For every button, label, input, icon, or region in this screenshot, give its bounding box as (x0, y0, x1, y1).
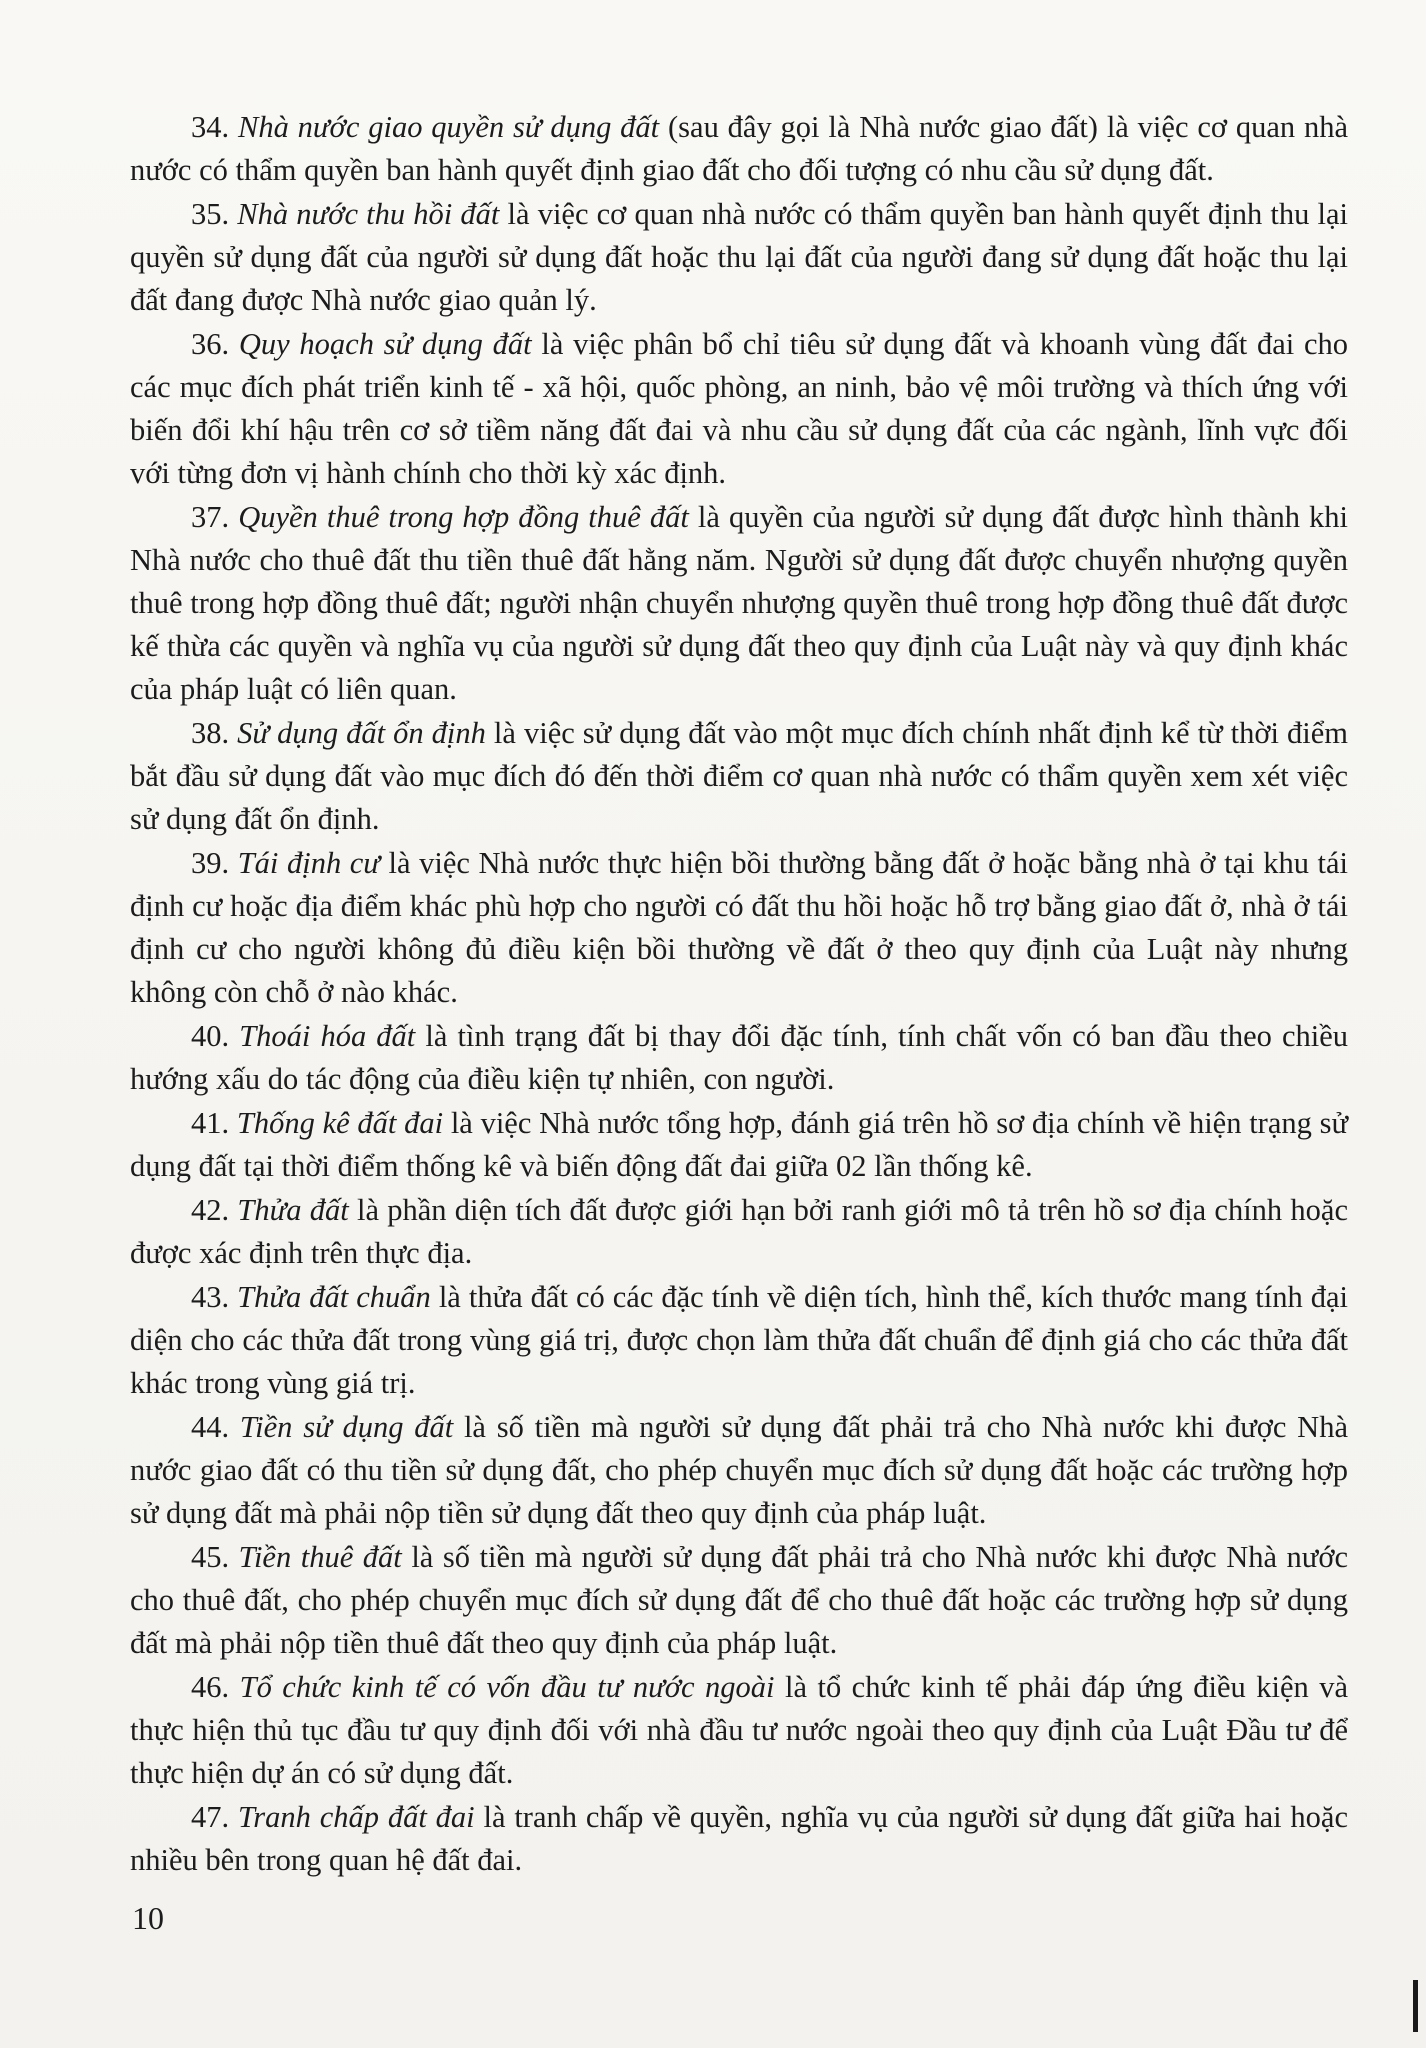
definition-text: là thửa đất có các đặc tính về diện tích, hình thể, kích thước mang tính đại diện cho các thửa đất trong vùng giá trị, được chọn làm thửa đất chuẩn để định giá cho các thửa đất khác trong vùng giá trị. (130, 1280, 1349, 1400)
scan-edge-mark (1413, 1980, 1418, 2032)
definition-term: Thửa đất chuẩn (237, 1280, 431, 1314)
definition-42 (130, 1189, 1348, 1275)
definition-term: Tiền sử dụng đất (239, 1410, 454, 1444)
definition-number: 45. (191, 1540, 239, 1574)
definition-47 (130, 1796, 1348, 1882)
definition-39 (130, 842, 1348, 1014)
definition-text: là tổ chức kinh tế phải đáp ứng điều kiện và thực hiện thủ tục đầu tư quy định đối với nhà đầu tư nước ngoài theo quy định của Luật Đầu tư để thực hiện dự án có sử dụng đất. (130, 1670, 1349, 1790)
definition-40 (130, 1015, 1348, 1101)
definition-45 (130, 1536, 1348, 1665)
page-number: 10 (132, 1900, 164, 1936)
definition-text: là tình trạng đất bị thay đổi đặc tính, tính chất vốn có ban đầu theo chiều hướng xấu do tác động của điều kiện tự nhiên, con người. (130, 1019, 1348, 1096)
definition-number: 42. (191, 1193, 238, 1227)
definition-text: là tranh chấp về quyền, nghĩa vụ của người sử dụng đất giữa hai hoặc nhiều bên trong quan hệ đất đai. (130, 1800, 1348, 1877)
definition-term: Nhà nước giao quyền sử dụng đất (237, 110, 660, 144)
definition-34 (130, 106, 1348, 192)
definition-46 (130, 1666, 1348, 1795)
definition-number: 35. (191, 197, 238, 231)
definition-number: 43. (191, 1280, 238, 1314)
definition-number: 47. (191, 1800, 238, 1834)
definition-text: là việc cơ quan nhà nước có thẩm quyền ban hành quyết định thu lại quyền sử dụng đất của người sử dụng đất hoặc thu lại đất của người đang sử dụng đất hoặc thu lại đất đang được Nhà nước giao quản lý. (130, 197, 1349, 317)
definition-term: Tranh chấp đất đai (237, 1800, 475, 1834)
definition-number: 34. (191, 110, 238, 144)
definition-term: Tổ chức kinh tế có vốn đầu tư nước ngoài (239, 1670, 775, 1704)
definition-text: (sau đây gọi là Nhà nước giao đất) là việc cơ quan nhà nước có thẩm quyền ban hành quyết định giao đất cho đối tượng có nhu cầu sử dụng đất. (130, 110, 1349, 187)
definition-35 (130, 193, 1348, 322)
definition-term: Nhà nước thu hồi đất (237, 197, 500, 231)
definition-text: là quyền của người sử dụng đất được hình thành khi Nhà nước cho thuê đất thu tiền thuê đất hằng năm. Người sử dụng đất được chuyển nhượng quyền thuê trong hợp đồng thuê đất; người nhận chuyển nhượng quyền thuê trong hợp đồng thuê đất được kế thừa các quyền và nghĩa vụ của người sử dụng đất theo quy định của Luật này và quy định khác của pháp luật có liên quan. (130, 500, 1348, 706)
definition-term: Quy hoạch sử dụng đất (238, 327, 532, 361)
definition-term: Thửa đất (237, 1193, 349, 1227)
definition-term: Thoái hóa đất (239, 1019, 416, 1053)
definition-text: là việc phân bổ chỉ tiêu sử dụng đất và khoanh vùng đất đai cho các mục đích phát triển kinh tế - xã hội, quốc phòng, an ninh, bảo vệ môi trường và thích ứng với biến đổi khí hậu trên cơ sở tiềm năng đất đai và nhu cầu sử dụng đất của các ngành, lĩnh vực đối với từng đơn vị hành chính cho thời kỳ xác định. (130, 327, 1348, 490)
definition-term: Thống kê đất đai (236, 1106, 444, 1140)
definition-number: 41. (191, 1106, 237, 1140)
definition-number: 39. (191, 846, 238, 880)
definition-text: là việc sử dụng đất vào một mục đích chính nhất định kể từ thời điểm bắt đầu sử dụng đất vào mục đích đó đến thời điểm cơ quan nhà nước có thẩm quyền xem xét việc sử dụng đất ổn định. (130, 716, 1348, 836)
definition-text: là số tiền mà người sử dụng đất phải trả cho Nhà nước khi được Nhà nước cho thuê đất, cho phép chuyển mục đích sử dụng đất để cho thuê đất hoặc các trường hợp sử dụng đất mà phải nộp tiền thuê đất theo quy định của pháp luật. (130, 1540, 1348, 1660)
definition-number: 46. (191, 1670, 240, 1704)
definition-44 (130, 1406, 1348, 1535)
definition-36 (130, 323, 1348, 495)
definition-number: 36. (191, 327, 239, 361)
definition-number: 37. (191, 500, 239, 534)
document-body (130, 106, 1348, 1883)
definition-37 (130, 496, 1348, 711)
definition-number: 44. (191, 1410, 240, 1444)
definition-text: là việc Nhà nước tổng hợp, đánh giá trên hồ sơ địa chính về hiện trạng sử dụng đất tại thời điểm thống kê và biến động đất đai giữa 02 lần thống kê. (130, 1106, 1349, 1183)
definition-term: Tái định cư (237, 846, 380, 880)
definition-41 (130, 1102, 1348, 1188)
definition-term: Tiền thuê đất (238, 1540, 402, 1574)
definition-number: 38. (191, 716, 238, 750)
definition-number: 40. (191, 1019, 240, 1053)
definition-text: là phần diện tích đất được giới hạn bởi ranh giới mô tả trên hồ sơ địa chính hoặc được xác định trên thực địa. (130, 1193, 1348, 1270)
definition-term: Sử dụng đất ổn định (237, 716, 486, 750)
definition-text: là việc Nhà nước thực hiện bồi thường bằng đất ở hoặc bằng nhà ở tại khu tái định cư hoặc địa điểm khác phù hợp cho người có đất thu hồi hoặc hỗ trợ bằng giao đất ở, nhà ở tái định cư cho người không đủ điều kiện bồi thường về đất ở theo quy định của Luật này nhưng không còn chỗ ở nào khác. (130, 846, 1349, 1009)
definition-43 (130, 1276, 1348, 1405)
definition-38 (130, 712, 1348, 841)
definition-text: là số tiền mà người sử dụng đất phải trả cho Nhà nước khi được Nhà nước giao đất có thu tiền sử dụng đất, cho phép chuyển mục đích sử dụng đất hoặc các trường hợp sử dụng đất mà phải nộp tiền sử dụng đất theo quy định của pháp luật. (130, 1410, 1348, 1530)
definition-term: Quyền thuê trong hợp đồng thuê đất (238, 500, 689, 534)
